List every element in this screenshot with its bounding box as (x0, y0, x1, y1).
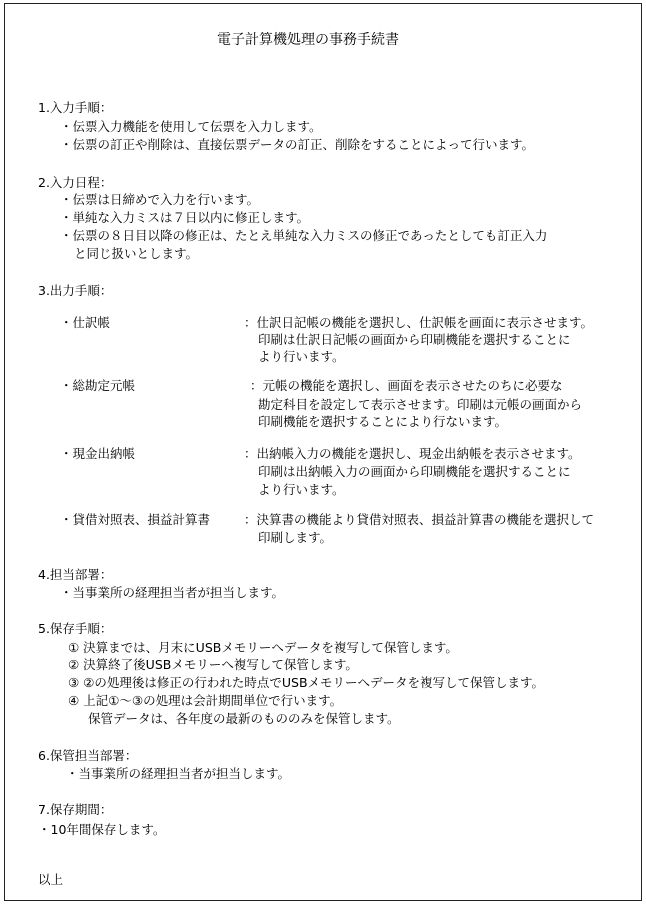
output-item-4-desc-1: ：決算書の機能より貸借対照表、損益計算書の機能を選択して (244, 512, 595, 527)
section-5-step-2: ② 決算終了後USBメモリーへ複写して保管します。 (68, 657, 358, 672)
section-4-heading: 4.担当部署： (38, 567, 113, 582)
section-4-line-1: ・当事業所の経理担当者が担当します。 (60, 585, 285, 600)
section-1-line-1: ・伝票入力機能を使用して伝票を入力します。 (60, 119, 322, 134)
output-item-3-desc-2: 印刷は出納帳入力の画面から印刷機能を選択することに (258, 464, 571, 479)
output-item-3-desc-1: ：出納帳入力の機能を選択し、現金出納帳を表示させます。 (244, 446, 581, 461)
section-5-step-1: ① 決算までは、月末にUSBメモリーへデータを複写して保管します。 (68, 640, 458, 655)
output-item-1-desc-1: ：仕訳日記帳の機能を選択し、仕訳帳を画面に表示させます。 (244, 315, 594, 330)
section-1-line-2: ・伝票の訂正や削除は、直接伝票データの訂正、削除をすることによって行います。 (60, 137, 535, 152)
section-5-step-3: ③ ②の処理後は修正の行われた時点でUSBメモリーへデータを複写して保管します。 (68, 675, 545, 690)
section-7-heading: 7.保存期間： (38, 802, 113, 817)
section-7-line-1: ・10年間保存します。 (38, 822, 166, 837)
section-2-heading: 2.入力日程： (38, 175, 113, 190)
output-item-4-desc-2: 印刷します。 (258, 530, 333, 545)
closing-text: 以上 (38, 872, 64, 887)
output-item-3-desc-3: より行います。 (258, 482, 345, 497)
section-2-line-4: と同じ扱いとします。 (74, 246, 199, 261)
output-item-1-desc-2: 印刷は仕訳日記帳の画面から印刷機能を選択することに (258, 332, 571, 347)
output-item-1-desc-3: より行います。 (258, 349, 345, 364)
document-title: 電子計算機処理の事務手続書 (217, 32, 399, 48)
section-1-heading: 1.入力手順： (38, 100, 113, 115)
output-item-2-desc-3: 印刷機能を選択することにより行ないます。 (258, 414, 508, 429)
section-2-line-2: ・単純な入力ミスは７日以内に修正します。 (60, 210, 310, 225)
section-6-heading: 6.保管担当部署： (38, 748, 138, 763)
section-2-line-3: ・伝票の８日目以降の修正は、たとえ単純な入力ミスの修正であったとしても訂正入力 (60, 228, 548, 243)
output-item-2-name: ・総勘定元帳 (60, 378, 136, 393)
output-item-1-name: ・仕訳帳 (60, 315, 111, 330)
section-3-heading: 3.出力手順： (38, 283, 113, 298)
section-6-line-1: ・当事業所の経理担当者が担当します。 (66, 766, 291, 781)
section-2-line-1: ・伝票は日締めで入力を行います。 (60, 192, 260, 207)
output-item-4-name: ・貸借対照表、損益計算書 (60, 512, 211, 527)
output-item-2-desc-1: ：元帳の機能を選択し、画面を表示させたのちに必要な (250, 378, 563, 393)
output-item-3-name: ・現金出納帳 (60, 446, 136, 461)
output-item-2-desc-2: 勘定科目を設定して表示させます。印刷は元帳の画面から (258, 397, 583, 412)
section-5-heading: 5.保存手順： (38, 621, 113, 636)
section-5-step-4: ④ 上記①～③の処理は会計期間単位で行います。 (68, 693, 343, 708)
section-5-step-4-note: 保管データは、各年度の最新のもののみを保管します。 (88, 711, 400, 726)
